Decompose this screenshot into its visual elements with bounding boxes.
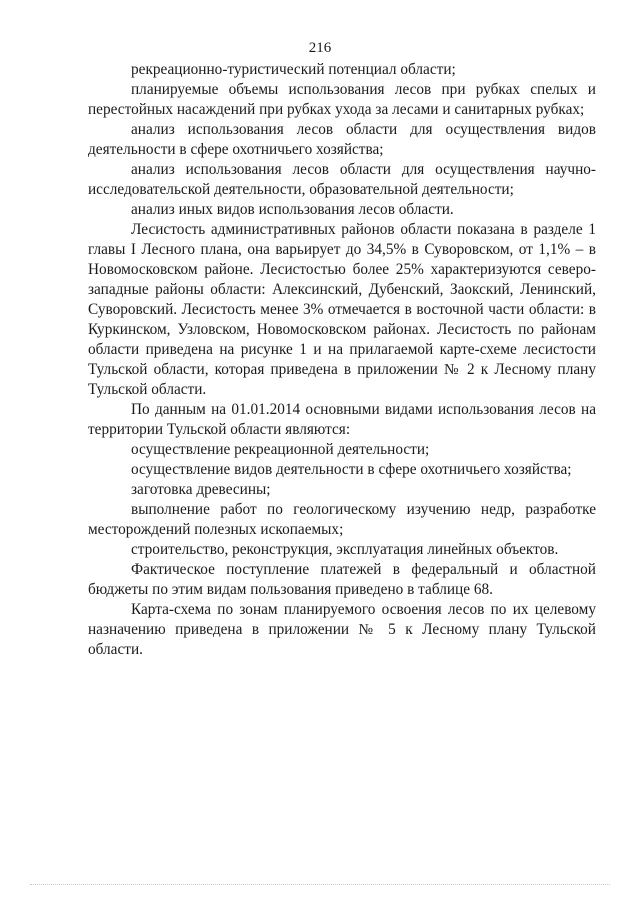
paragraph: анализ иных видов использования лесов области.: [131, 201, 454, 218]
paragraph: По данным на 01.01.2014 основными видами использования лесов на территории Тульской области являются:: [88, 401, 596, 438]
paragraph: строительство, реконструкция, эксплуатация линейных объектов.: [131, 541, 559, 558]
paragraph: Фактическое поступление платежей в федеральный и областной бюджеты по этим видам пользования приведено в таблице 68.: [88, 561, 596, 598]
paragraph: выполнение работ по геологическому изучению недр, разработке месторождений полезных ископаемых;: [88, 501, 596, 538]
scan-artifact: [30, 884, 610, 891]
page-number: 216: [308, 40, 332, 56]
paragraph: осуществление рекреационной деятельности;: [131, 441, 430, 458]
paragraph: планируемые объемы использования лесов при рубках спелых и перестойных насаждений при рубках ухода за лесами и санитарных рубках;: [88, 81, 596, 118]
paragraph: рекреационно-туристический потенциал области;: [131, 61, 456, 78]
paragraph: Карта-схема по зонам планируемого освоения лесов по их целевому назначению приведена в приложении № 5 к Лесному плану Тульской области.: [88, 601, 596, 658]
document-body: [88, 60, 596, 660]
paragraph: анализ использования лесов области для осуществления видов деятельности в сфере охотничьего хозяйства;: [88, 121, 596, 158]
paragraph: Лесистость административных районов области показана в разделе 1 главы I Лесного плана, она варьирует до 34,5% в Суворовском, от 1,1% – в Новомосковском районе. Лесистостью более 25% характеризуются северо-западные районы области: Алексинский, Дубенский, Заокский, Ленинский, Суворовский. Лесистость менее 3% отмечается в восточной части области: в Куркинском, Узловском, Новомосковском районах. Лесистость по районам области приведена на рисунке 1 и на прилагаемой карте-схеме лесистости Тульской области, которая приведена в приложении № 2 к Лесному плану Тульской области.: [88, 221, 596, 398]
paragraph: анализ использования лесов области для осуществления научно-исследовательской деятельности, образовательной деятельности;: [88, 161, 596, 198]
paragraph: заготовка древесины;: [131, 481, 271, 498]
paragraph: осуществление видов деятельности в сфере охотничьего хозяйства;: [131, 461, 572, 478]
